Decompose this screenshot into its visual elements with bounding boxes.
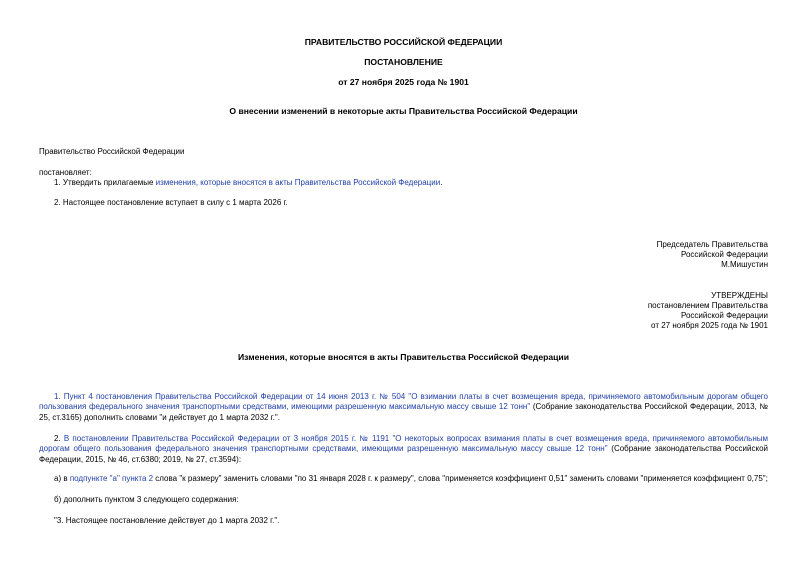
- subitem-a-prefix: а) в: [54, 474, 70, 483]
- approval-line-1: УТВЕРЖДЕНЫ: [711, 291, 768, 300]
- resolves-text: постановляет:: [39, 168, 92, 177]
- document-title: О внесении изменений в некоторые акты Правительства Российской Федерации: [229, 106, 578, 116]
- approval-line-3: Российской Федерации: [681, 311, 768, 320]
- changes-link[interactable]: изменения, которые вносятся в акты Правительства Российской Федерации: [155, 178, 441, 187]
- signature-line-1: Председатель Правительства: [656, 240, 768, 249]
- subitem-a-rest: слова "к размеру" заменить словами "по 31 января 2028 г. к размеру", слова "применяется коэффициент 0,51" заменить словами "применяется коэффициент 0,75";: [153, 474, 768, 483]
- change-paragraph-2-prefix: 2.: [54, 434, 64, 443]
- subparagraph-a-link[interactable]: подпункте "а" пункта 2: [69, 474, 154, 483]
- item-1: [54, 178, 442, 188]
- decree-504-link[interactable]: 1. Пункт 4 постановления Правительства Российской Федерации от 14 июня 2013 г. № 504 "О взимании платы в счет возмещения вреда, причиняемого автомобильным дорогам общего пользования федерального значения транспортными средствами, имеющими разрешенную максимальную массу свыше 12 тонн": [39, 392, 768, 412]
- approval-line-2: постановлением Правительства: [647, 301, 768, 310]
- signature-name: М.Мишустин: [721, 260, 768, 269]
- changes-title: Изменения, которые вносятся в акты Правительства Российской Федерации: [237, 352, 569, 362]
- decree-1191-link[interactable]: В постановлении Правительства Российской Федерации от 3 ноября 2015 г. № 1191 "О некоторых вопросах взимания платы в счет возмещения вреда, причиняемого автомобильным дорогам общего пользования федерального значения транспортными средствами, имеющими разрешенную максимальную массу свыше 12 тонн": [39, 434, 768, 454]
- change-paragraph-2: [39, 434, 768, 465]
- change-subitem-a: [39, 474, 768, 484]
- new-clause-3: "3. Настоящее постановление действует до 1 марта 2032 г.".: [54, 516, 280, 525]
- change-subitem-b: б) дополнить пунктом 3 следующего содержания:: [54, 495, 239, 504]
- approval-line-4: от 27 ноября 2025 года № 1901: [651, 321, 768, 330]
- item-1-prefix: 1. Утвердить прилагаемые: [54, 178, 156, 187]
- item-1-suffix: .: [440, 178, 443, 187]
- org-heading: ПРАВИТЕЛЬСТВО РОССИЙСКОЙ ФЕДЕРАЦИИ: [304, 37, 503, 47]
- signature-line-2: Российской Федерации: [681, 250, 768, 259]
- item-2: 2. Настоящее постановление вступает в силу с 1 марта 2026 г.: [54, 198, 288, 207]
- intro-text: Правительство Российской Федерации: [39, 147, 185, 156]
- date-number: от 27 ноября 2025 года № 1901: [338, 77, 469, 87]
- change-paragraph-1-rest: (Собрание законодательства Российской Федерации, 2013, № 25, ст.3165) дополнить словами "и действует до 1 марта 2032 г.".: [39, 402, 768, 422]
- change-paragraph-2-rest: (Собрание законодательства Российской Федерации, 2015, № 46, ст.6380; 2019, № 27, ст.3594):: [39, 444, 768, 464]
- doc-type-heading: ПОСТАНОВЛЕНИЕ: [364, 57, 443, 67]
- change-paragraph-1: [39, 392, 768, 423]
